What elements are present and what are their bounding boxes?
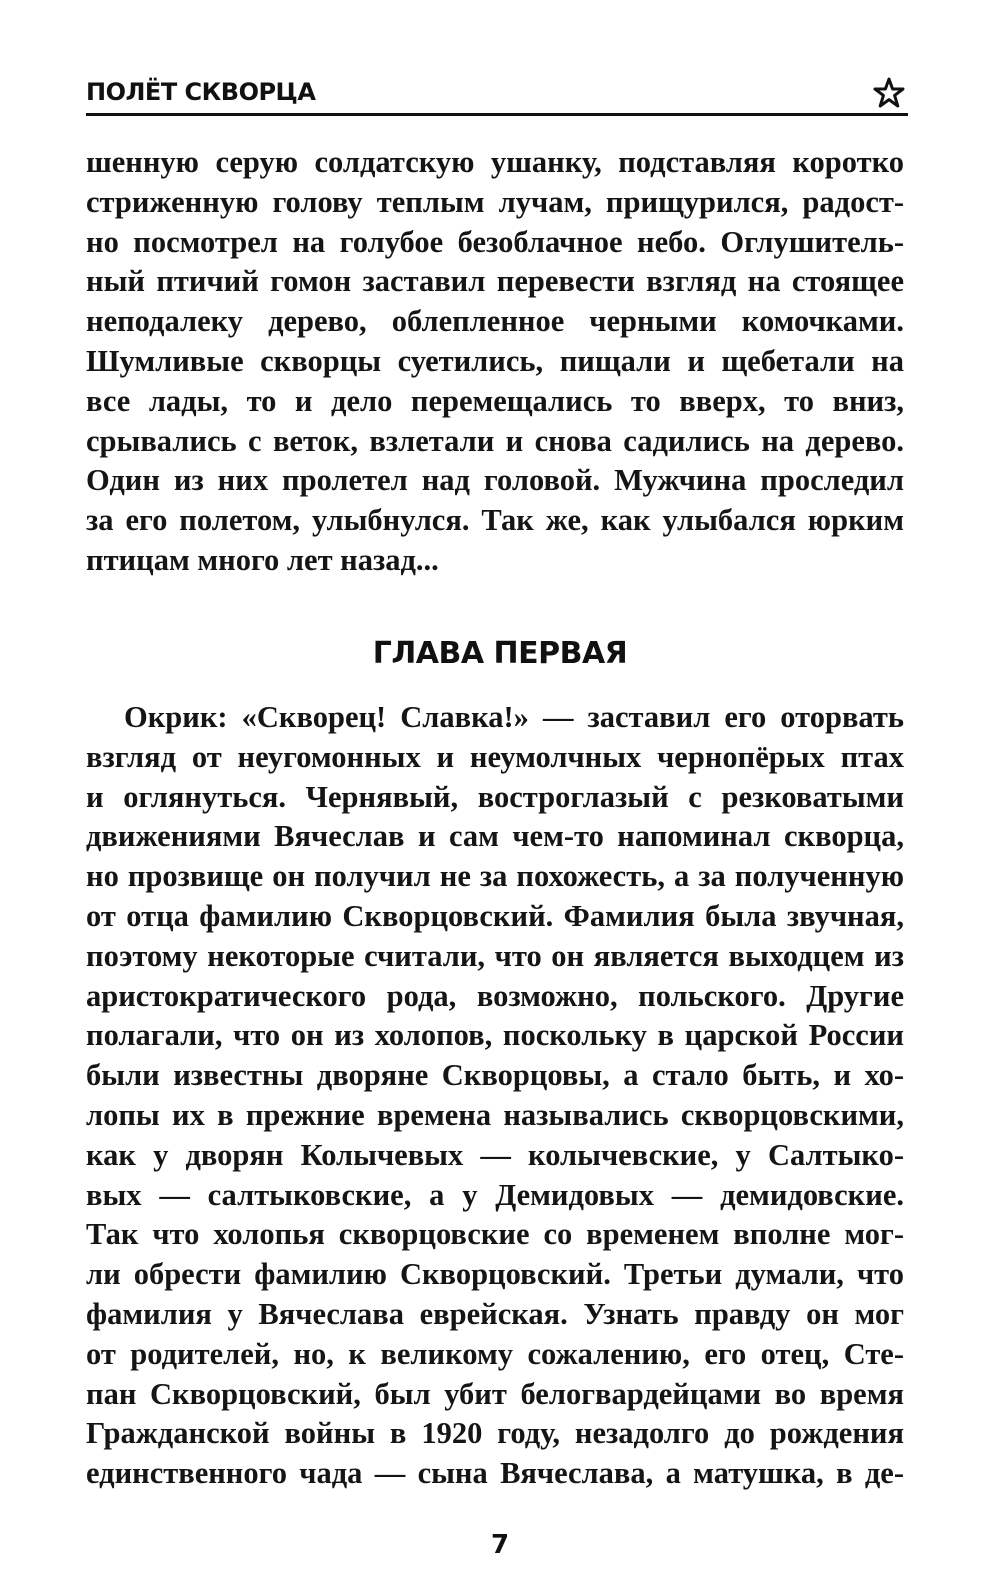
- text-line: птицам много лет назад...: [86, 542, 439, 577]
- text-line: единственного чада — сына Вячеслава, а матушка, в де-: [86, 1456, 904, 1491]
- text-line: аристократического рода, возможно, польского. Другие: [86, 978, 904, 1013]
- text-line: ный птичий гомон заставил перевести взгляд на стоящее: [86, 264, 904, 299]
- text-line: как у дворян Колычевых — колычевские, у Салтыко-: [86, 1137, 904, 1172]
- text-line: ли обрести фамилию Скворцовский. Третьи думали, что: [86, 1257, 904, 1292]
- chapter-paragraph: [86, 698, 904, 1494]
- header-rule: [86, 113, 908, 116]
- text-line: вых — салтыковские, а у Демидовых — демидовские.: [86, 1177, 904, 1212]
- text-line: Окрик: «Скворец! Славка!» — заставил его оторвать: [124, 700, 904, 734]
- text-line: полагали, что он из холопов, поскольку в царской России: [86, 1018, 904, 1053]
- text-line: Гражданской войны в 1920 году, незадолго до рождения: [86, 1416, 904, 1451]
- text-line: пан Скворцовский, был убит белогвардейцами во время: [86, 1376, 904, 1411]
- text-line: фамилия у Вячеслава еврейская. Узнать правду он мог: [86, 1296, 904, 1331]
- text-line: стриженную голову теплым лучам, прищурился, радост-: [86, 184, 904, 219]
- text-line: но посмотрел на голубое безоблачное небо. Оглушитель-: [86, 224, 904, 259]
- text-line: но прозвище он получил не за похожесть, а за полученную: [86, 859, 904, 894]
- page-number: 7: [490, 1530, 510, 1560]
- text-line: неподалеку дерево, облепленное черными комочками.: [86, 304, 904, 339]
- text-line: от отца фамилию Скворцовский. Фамилия была звучная,: [86, 898, 904, 933]
- text-line: все лады, то и дело перемещались то вверх, то вниз,: [86, 383, 904, 418]
- text-line: срывались с веток, взлетали и снова садились на дерево.: [86, 423, 904, 458]
- chapter-title: ГЛАВА ПЕРВАЯ: [372, 636, 628, 671]
- text-line: и оглянуться. Чернявый, востроглазый с резковатыми: [86, 779, 904, 814]
- text-line: шенную серую солдатскую ушанку, подставляя коротко: [86, 145, 904, 179]
- star-icon: [872, 76, 906, 110]
- continued-paragraph: [86, 143, 904, 581]
- text-line: лопы их в прежние времена назывались скворцовскими,: [86, 1097, 904, 1132]
- running-head: [86, 76, 906, 114]
- text-line: Один из них пролетел над головой. Мужчина проследил: [86, 463, 904, 498]
- text-line: Так что холопья скворцовские со временем вполне мог-: [86, 1217, 904, 1252]
- text-line: Шумливые скворцы суетились, пищали и щебетали на: [86, 343, 904, 378]
- text-line: за его полетом, улыбнулся. Так же, как улыбался юрким: [86, 503, 904, 538]
- running-title: ПОЛЁТ СКВОРЦА: [86, 78, 316, 106]
- text-line: взгляд от неугомонных и неумолчных чернопёрых птах: [86, 739, 904, 774]
- text-line: движениями Вячеслав и сам чем-то напоминал скворца,: [86, 819, 904, 854]
- text-line: были известны дворяне Скворцовы, а стало быть, и хо-: [86, 1058, 904, 1093]
- text-line: поэтому некоторые считали, что он является выходцем из: [86, 938, 904, 973]
- text-line: от родителей, но, к великому сожалению, его отец, Сте-: [86, 1336, 904, 1371]
